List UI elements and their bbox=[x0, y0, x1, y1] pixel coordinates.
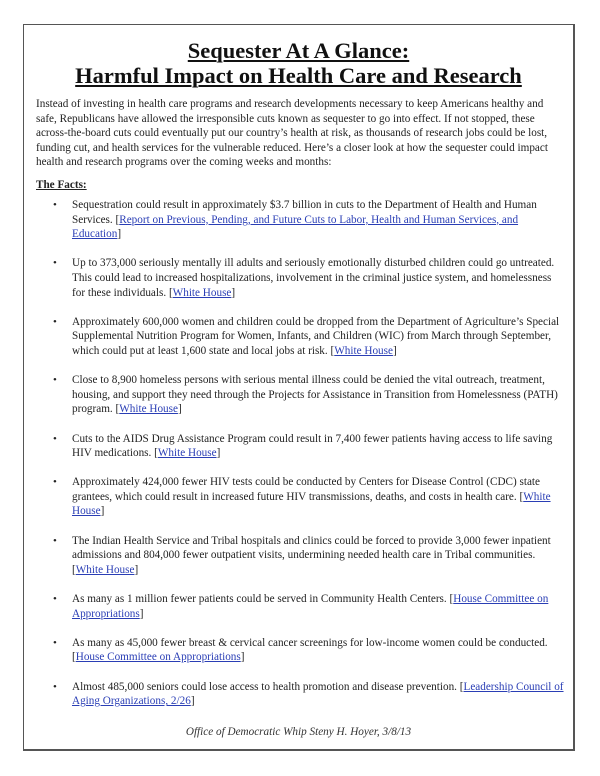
facts-heading: The Facts: bbox=[36, 179, 87, 191]
title-line-2: Harmful Impact on Health Care and Research bbox=[75, 63, 522, 88]
page-title bbox=[24, 38, 573, 88]
source-link[interactable]: House Committee on Appropriations bbox=[75, 651, 241, 664]
fact-item: • Close to 8,900 homeless persons with serious mental illness could be denied the vital outreach, treatment, housing, and support they need through the Projects for Assistance in Transition from Homelessness (PATH) program. [White House] bbox=[53, 374, 558, 416]
source-link[interactable]: White House bbox=[334, 344, 393, 357]
bullet-icon: • bbox=[53, 680, 57, 693]
bullet-icon: • bbox=[53, 636, 57, 649]
fact-item: • As many as 1 million fewer patients could be served in Community Health Centers. [House Committee on Appropriations] bbox=[53, 593, 549, 620]
fact-item: • Almost 485,000 seniors could lose access to health promotion and disease prevention. [Leadership Council of Aging Organizations, 2/26] bbox=[53, 680, 564, 708]
fact-item: • The Indian Health Service and Tribal hospitals and clinics could be forced to provide 3,000 fewer inpatient admissions and 804,000 fewer outpatient visits, undermining needed health care in Tribal communities. [White House] bbox=[53, 534, 551, 576]
fact-item: • Sequestration could result in approximately $3.7 billion in cuts to the Department of Health and Human Services. [Report on Previous, Pending, and Future Cuts to Labor, Health and Human Services, and Education] bbox=[53, 199, 537, 241]
bullet-icon: • bbox=[53, 593, 57, 606]
source-link[interactable]: White House bbox=[72, 490, 551, 518]
source-link[interactable]: House Committee on Appropriations bbox=[72, 593, 549, 620]
footer-attribution: Office of Democratic Whip Steny H. Hoyer, 3/8/13 bbox=[185, 726, 412, 738]
fact-item: • Approximately 600,000 women and children could be dropped from the Department of Agriculture’s Special Supplemental Nutrition Program for Women, Infants, and Children (WIC) from March through September, which could put at least 1,600 state and local jobs at risk. [White House] bbox=[53, 315, 560, 357]
document-frame bbox=[23, 24, 575, 751]
source-link[interactable]: White House bbox=[157, 447, 217, 460]
source-link[interactable]: White House bbox=[119, 403, 178, 416]
source-link[interactable]: White House bbox=[75, 563, 135, 576]
fact-item: • As many as 45,000 fewer breast & cervical cancer screenings for low-income women could be conducted. [House Committee on Appropriations] bbox=[53, 636, 548, 664]
intro-paragraph: Instead of investing in health care programs and research developments necessary to keep Americans healthy and safe, Republicans have allowed the irresponsible cuts known as sequester to go into effect. If not stopped, these across-the-board cuts could eventually put our country’s health at risk, as thousands of research jobs could be lost, funding cut, and health services for the vulnerable reduced. Here’s a closer look at how the sequester could impact health and research programs over the coming weeks and months: bbox=[36, 98, 548, 169]
source-link[interactable]: Leadership Council of Aging Organizations, 2/26 bbox=[72, 680, 564, 708]
bullet-icon: • bbox=[53, 374, 57, 387]
fact-item: • Cuts to the AIDS Drug Assistance Program could result in 7,400 fewer patients having access to life saving HIV medications. [White House] bbox=[53, 432, 553, 460]
source-link[interactable]: Report on Previous, Pending, and Future Cuts to Labor, Health and Human Services, and Education bbox=[72, 213, 519, 241]
bullet-icon: • bbox=[53, 199, 57, 211]
bullet-icon: • bbox=[53, 315, 57, 328]
title-line-1: Sequester At A Glance: bbox=[187, 38, 410, 63]
bullet-icon: • bbox=[53, 476, 57, 489]
facts-list bbox=[24, 198, 576, 709]
bullet-icon: • bbox=[53, 257, 57, 270]
bullet-icon: • bbox=[53, 534, 57, 547]
fact-item: • Up to 373,000 seriously mentally ill adults and seriously emotionally disturbed children could go untreated. This could lead to increased hospitalizations, involvement in the criminal justice system, and homelessness for these individuals. [White House] bbox=[53, 257, 555, 299]
bullet-icon: • bbox=[53, 432, 57, 445]
source-link[interactable]: White House bbox=[172, 286, 232, 299]
fact-item: • Approximately 424,000 fewer HIV tests could be conducted by Centers for Disease Control (CDC) state grantees, which could result in increased future HIV transmissions, deaths, and costs in health care. [White House] bbox=[53, 476, 551, 518]
